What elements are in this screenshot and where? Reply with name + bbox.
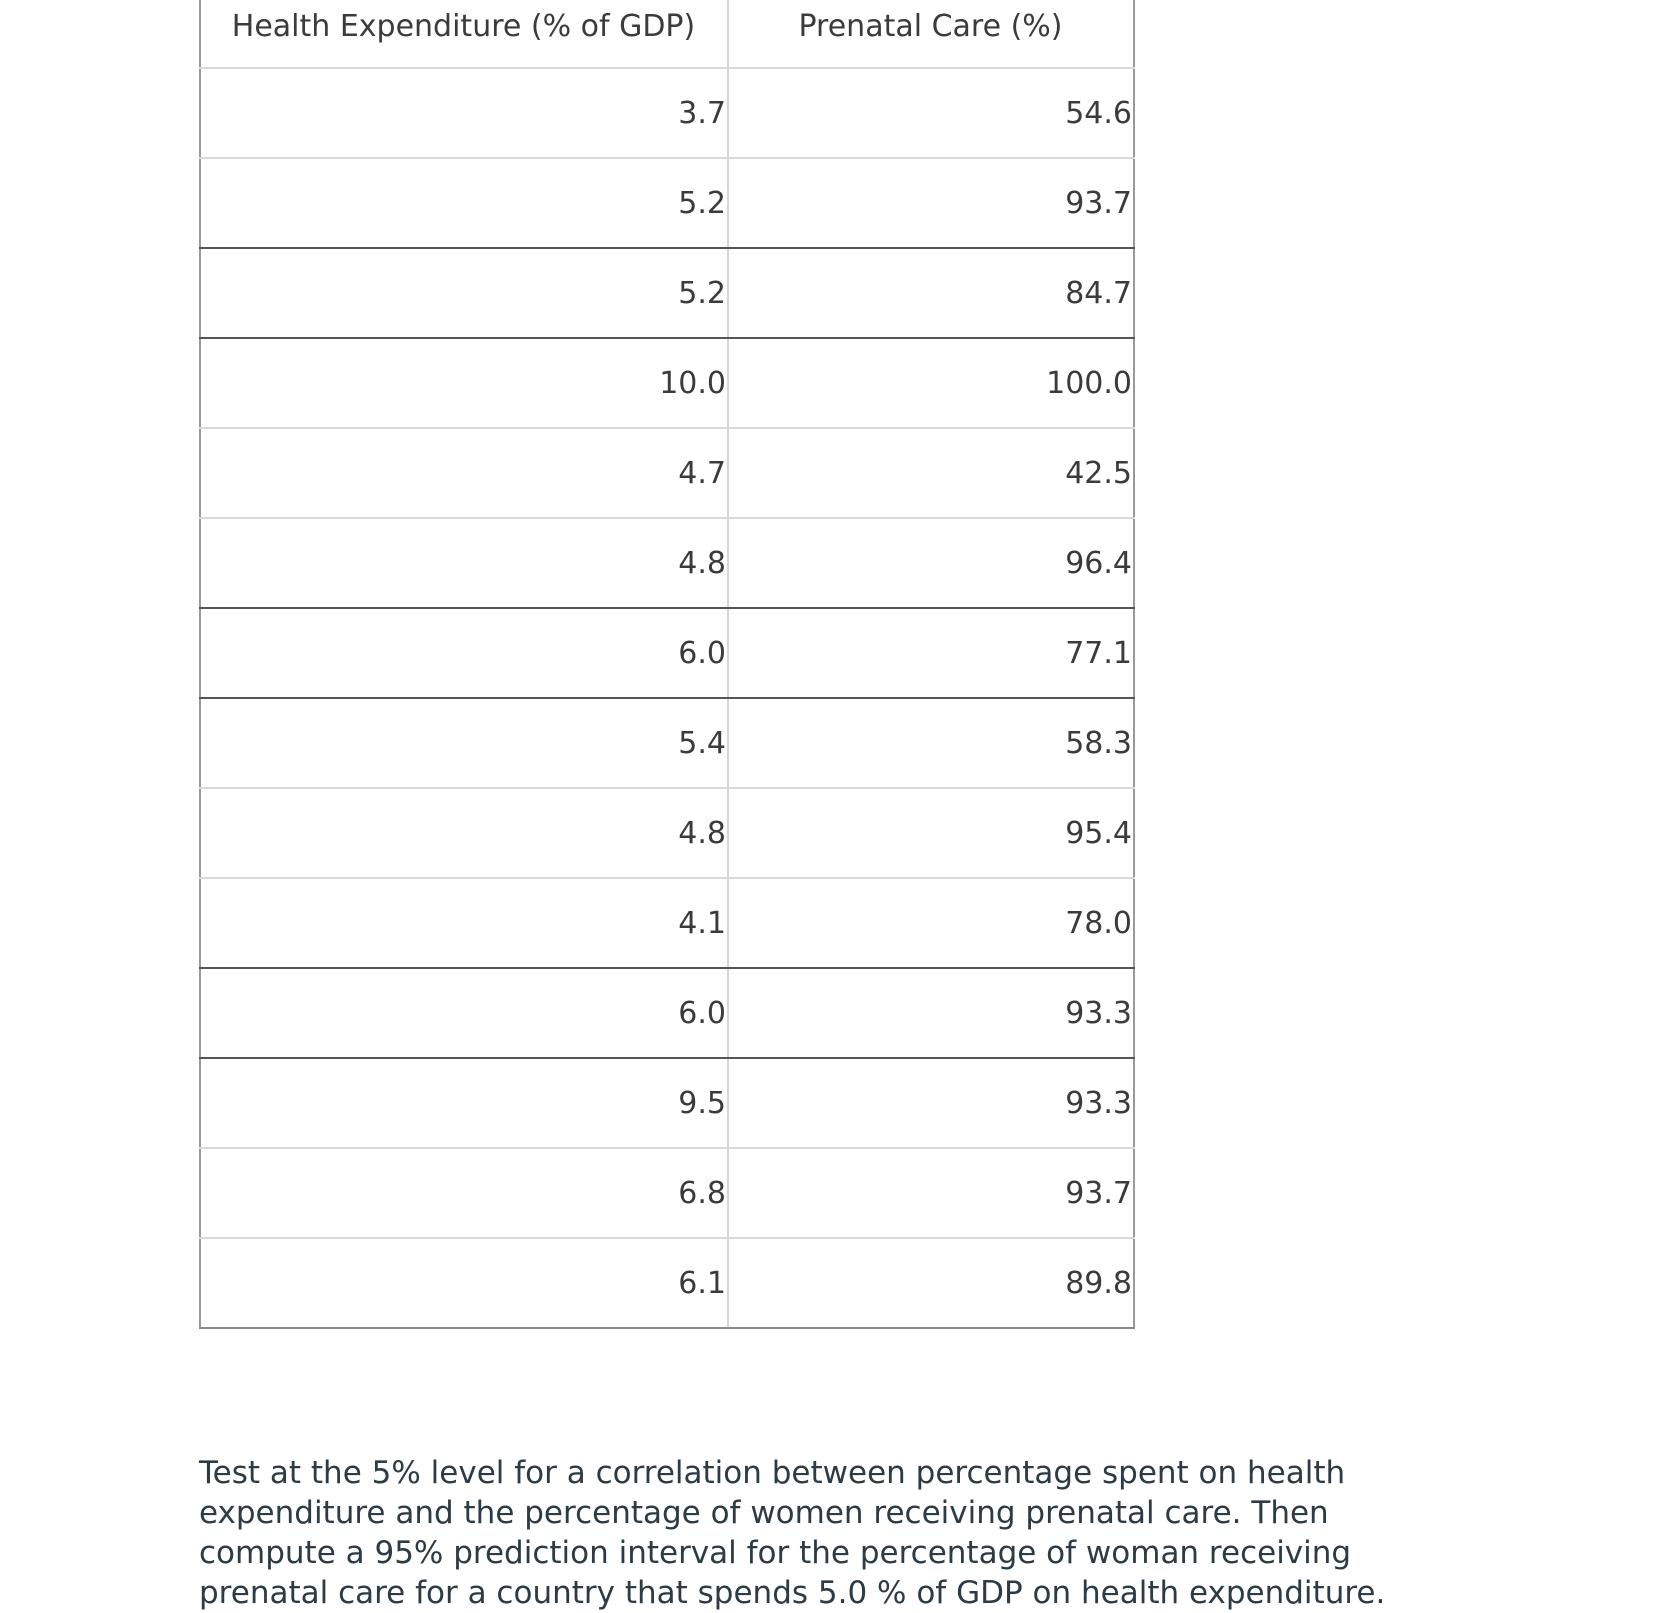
prenatal-care-cell: 78.0 (728, 878, 1134, 968)
table-row (200, 68, 1134, 158)
prenatal-care-cell: 95.4 (728, 788, 1134, 878)
health-expenditure-cell: 4.1 (200, 878, 728, 968)
data-table-container (199, 0, 1133, 1329)
prenatal-care-cell: 84.7 (728, 248, 1134, 338)
health-expenditure-cell: 6.0 (200, 968, 728, 1058)
prenatal-care-cell: 42.5 (728, 428, 1134, 518)
question-text: Test at the 5% level for a correlation between percentage spent on health expenditure and the percentage of women receiving prenatal care. Then compute a 95% prediction interval for the percentage of woman receiving prenatal care for a country that spends 5.0 % of GDP on health expenditure. (199, 1455, 1386, 1611)
table-row (200, 1058, 1134, 1148)
health-expenditure-cell: 6.1 (200, 1238, 728, 1328)
prenatal-care-cell: 93.3 (728, 1058, 1134, 1148)
prenatal-care-cell: 93.7 (728, 1148, 1134, 1238)
health-expenditure-cell: 5.2 (200, 158, 728, 248)
table-row (200, 158, 1134, 248)
table-row (200, 968, 1134, 1058)
prenatal-care-cell: 89.8 (728, 1238, 1134, 1328)
prenatal-care-cell: 77.1 (728, 608, 1134, 698)
table-row (200, 1148, 1134, 1238)
health-expenditure-cell: 9.5 (200, 1058, 728, 1148)
prenatal-care-cell: 93.3 (728, 968, 1134, 1058)
table-row (200, 788, 1134, 878)
table-row (200, 338, 1134, 428)
table-row (200, 428, 1134, 518)
prenatal-care-cell: 100.0 (728, 338, 1134, 428)
health-expenditure-cell: 4.8 (200, 788, 728, 878)
health-expenditure-cell: 10.0 (200, 338, 728, 428)
table-row (200, 248, 1134, 338)
health-expenditure-cell: 5.2 (200, 248, 728, 338)
health-expenditure-cell: 3.7 (200, 68, 728, 158)
prenatal-care-cell: 58.3 (728, 698, 1134, 788)
health-expenditure-cell: 5.4 (200, 698, 728, 788)
health-expenditure-cell: 4.8 (200, 518, 728, 608)
header-health-expenditure: Health Expenditure (% of GDP) (200, 0, 728, 68)
table-row (200, 1238, 1134, 1328)
health-expenditure-cell: 6.8 (200, 1148, 728, 1238)
data-table (199, 0, 1135, 1329)
health-expenditure-cell: 6.0 (200, 608, 728, 698)
header-prenatal-care: Prenatal Care (%) (728, 0, 1134, 68)
table-header-row (200, 0, 1134, 68)
prenatal-care-cell: 54.6 (728, 68, 1134, 158)
table-row (200, 878, 1134, 968)
table-row (200, 608, 1134, 698)
health-expenditure-cell: 4.7 (200, 428, 728, 518)
prenatal-care-cell: 93.7 (728, 158, 1134, 248)
table-row (200, 698, 1134, 788)
table-row (200, 518, 1134, 608)
prenatal-care-cell: 96.4 (728, 518, 1134, 608)
